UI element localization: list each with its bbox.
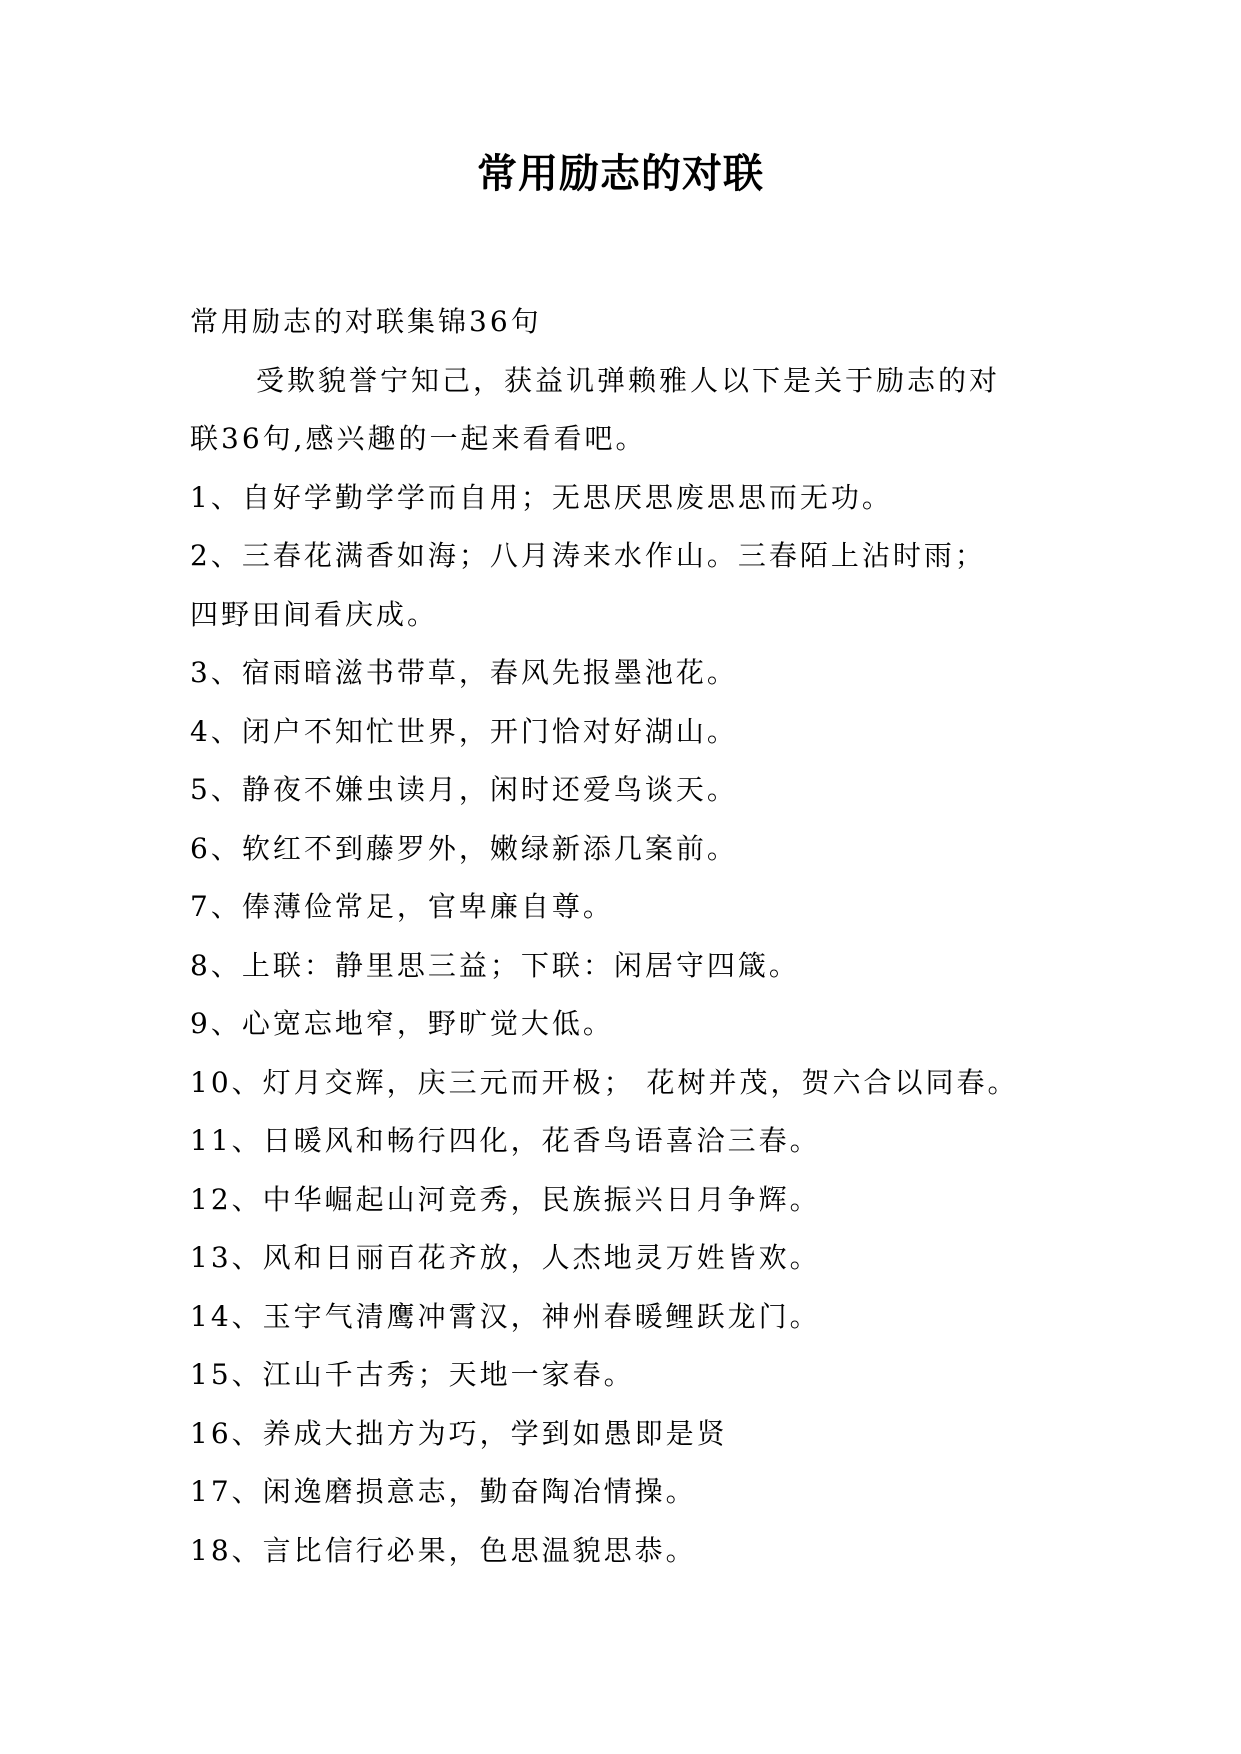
couplet-15: 15、江山千古秀；天地一家春。: [190, 1358, 635, 1391]
couplet-16: 16、养成大拙方为巧，学到如愚即是贤: [190, 1416, 728, 1450]
couplet-14: 14、玉宇气清鹰冲霄汉，神州春暖鲤跃龙门。: [190, 1299, 821, 1333]
intro-line-1: 受欺貌誉宁知己，获益讥弹赖雅人以下是关于励志的对: [256, 363, 1001, 397]
document-body: [190, 293, 1090, 1580]
couplet-17: 17、闲逸磨损意志，勤奋陶冶情操。: [190, 1475, 697, 1508]
document-title: 常用励志的对联: [477, 150, 764, 197]
couplet-12: 12、中华崛起山河竞秀，民族振兴日月争辉。: [190, 1182, 821, 1216]
couplet-9: 9、心宽忘地窄，野旷觉大低。: [190, 1007, 614, 1040]
subtitle: 常用励志的对联集锦36句: [190, 305, 542, 338]
couplet-2-continued: 四野田间看庆成。: [190, 597, 439, 631]
couplet-11: 11、日暖风和畅行四化，花香鸟语喜洽三春。: [190, 1124, 821, 1157]
couplet-8: 8、上联：静里思三益；下联：闲居守四箴。: [190, 948, 800, 982]
intro-line-2: 联36句,感兴趣的一起来看看吧。: [190, 422, 647, 455]
couplet-3: 3、宿雨暗滋书带草，春风先报墨池花。: [190, 656, 738, 689]
couplet-13: 13、风和日丽百花齐放，人杰地灵万姓皆欢。: [190, 1241, 821, 1274]
couplet-10: 10、灯月交辉，庆三元而开极； 花树并茂，贺六合以同春。: [190, 1065, 1019, 1099]
couplet-1: 1、自好学勤学学而自用；无思厌思废思思而无功。: [190, 480, 893, 514]
couplet-4: 4、闭户不知忙世界，开门恰对好湖山。: [190, 714, 738, 748]
couplet-18: 18、言比信行必果，色思温貌思恭。: [190, 1533, 697, 1567]
couplet-7: 7、俸薄俭常足，官卑廉自尊。: [190, 890, 614, 923]
couplet-5: 5、静夜不嫌虫读月，闲时还爱鸟谈天。: [190, 773, 738, 806]
couplet-2: 2、三春花满香如海；八月涛来水作山。三春陌上沾时雨；: [190, 539, 986, 572]
couplet-6: 6、软红不到藤罗外，嫩绿新添几案前。: [190, 831, 738, 865]
